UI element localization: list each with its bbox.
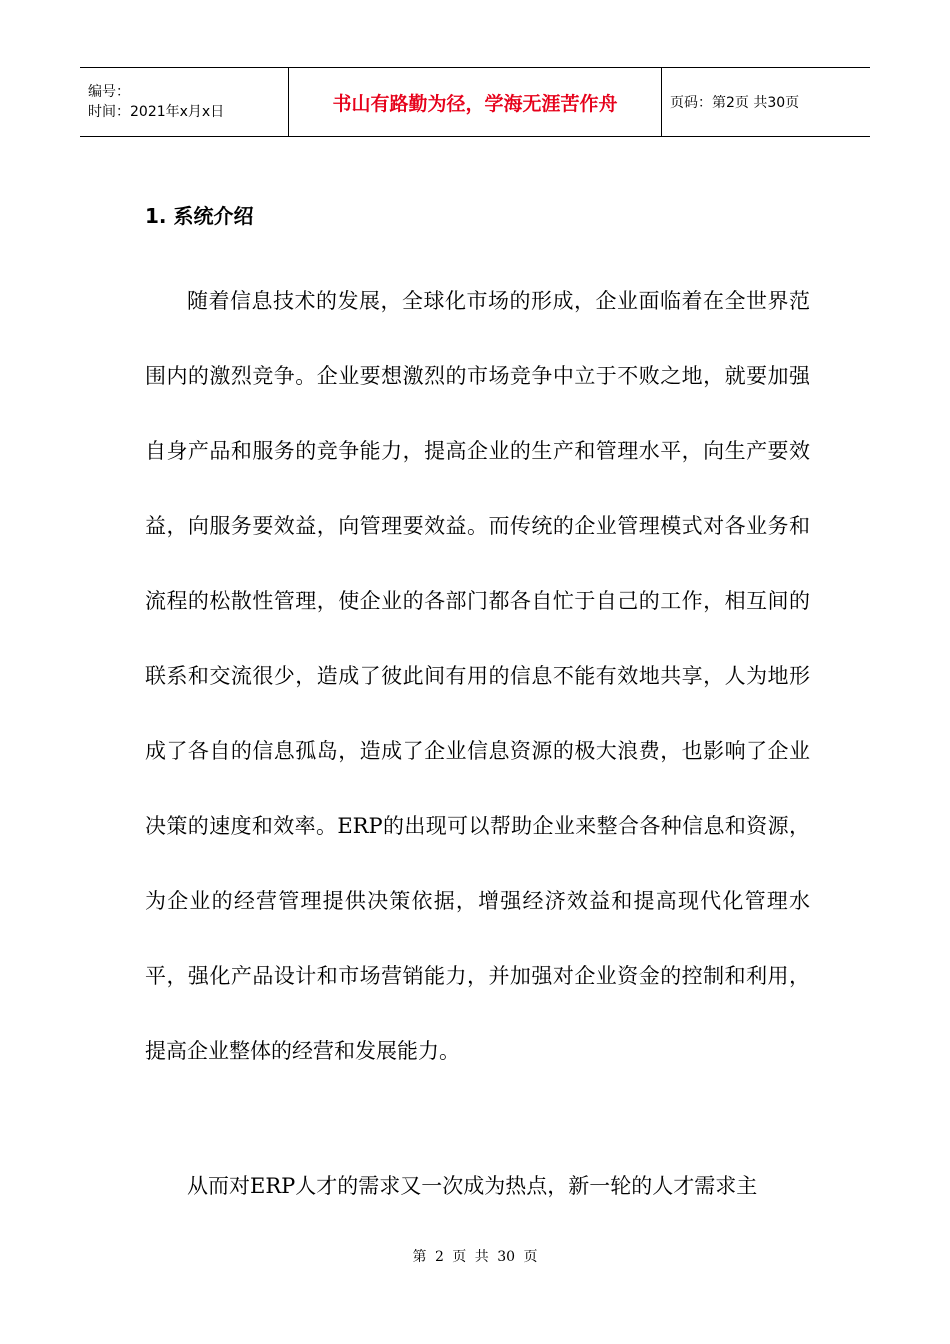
- header-page-info: 页码：第2页 共30页: [662, 68, 871, 137]
- page-footer: 第 2 页 共 30 页: [412, 1249, 538, 1265]
- header-motto: 书山有路勤为径，学海无涯苦作舟: [289, 68, 662, 137]
- document-time-label: 时间：2021年x月x日: [88, 104, 225, 120]
- header-meta-cell: [80, 68, 289, 137]
- body-paragraph: 随着信息技术的发展，全球化市场的形成，企业面临着在全世界范围内的激烈竞争。企业要想激烈的市场竞争中立于不败之地，就要加强自身产品和服务的竞争能力，提高企业的生产和管理水平，向生产要效益，向服务要效益，向管理要效益。而传统的企业管理模式对各业务和流程的松散性管理，使企业的各部门都各自忙于自己的工作，相互间的联系和交流很少，造成了彼此间有用的信息不能有效地共享，人为地形成了各自的信息孤岛，造成了企业信息资源的极大浪费，也影响了企业决策的速度和效率。ERP的出现可以帮助企业来整合各种信息和资源，为企业的经营管理提供决策依据，增强经济效益和提高现代化管理水平，强化产品设计和市场营销能力，并加强对企业资金的控制和利用，提高企业整体的经营和发展能力。: [145, 289, 810, 1063]
- document-number-label: 编号：: [88, 84, 130, 100]
- body-paragraph: 从而对ERP人才的需求又一次成为热点，新一轮的人才需求主: [187, 1174, 758, 1198]
- section-title: 1. 系统介绍: [145, 204, 254, 228]
- header-table: [80, 67, 870, 137]
